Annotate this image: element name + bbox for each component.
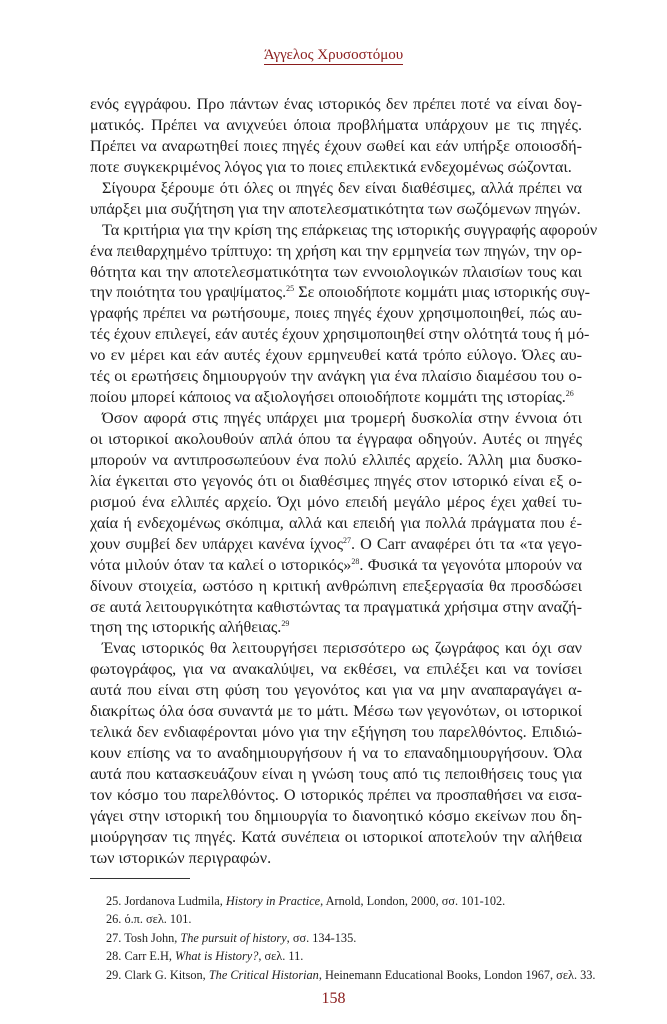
line-text: τον κόσμο του παρελθόντος. Ο ιστορικός πρέπει να προσπαθήσει να εισα- bbox=[90, 785, 582, 804]
text-line bbox=[90, 366, 582, 387]
text-line bbox=[90, 492, 582, 513]
text-line bbox=[90, 450, 582, 471]
text-line bbox=[90, 848, 582, 869]
footnote-title: History in Practice bbox=[225, 894, 321, 908]
line-text: Τα κριτήρια για την κρίση της επάρκειας της ιστορικής συγγραφής αφορούν bbox=[102, 220, 598, 239]
footnote bbox=[106, 947, 595, 965]
footnote-text: Tosh John, bbox=[121, 930, 181, 945]
text-line bbox=[90, 764, 582, 785]
text-line bbox=[90, 555, 582, 576]
line-text: χαία ή ενδεχομένως σκόπιμα, αλλά και επειδή για πολλά πράγματα που έ- bbox=[90, 513, 582, 532]
footnote bbox=[106, 892, 595, 910]
text-line bbox=[90, 387, 582, 408]
line-text: τές οι ερωτήσεις δημιουργούν την ανάγκη για ένα πλαίσιο διαμέσου του ο- bbox=[90, 367, 582, 386]
paragraph bbox=[90, 638, 582, 868]
footnote-text: , Arnold, London, 2000, σσ. 101-102. bbox=[320, 894, 506, 908]
line-text: νο εν μέρει και εάν αυτές έχουν ερμηνευθεί κατά τρόπο εύλογο. Όλες αυ- bbox=[90, 346, 582, 365]
line-text: αυτά που κατασκευάζουν είναι η γνώση τους από τις πεποιθήσεις τους για bbox=[90, 765, 582, 783]
footnote-ref: 26 bbox=[565, 389, 574, 399]
text-line bbox=[90, 282, 591, 303]
line-text: γραφής πρέπει να ρωτήσουμε, ποιες πηγές έχουν χρησιμοποιηθεί, πώς αυ- bbox=[90, 304, 582, 323]
footnote-text: Clark G. Kitson, bbox=[121, 967, 209, 982]
text-line bbox=[90, 115, 582, 136]
line-text: δίνουν στοιχεία, ωστόσο η κριτική ανθρώπινη επεξεργασία θα προσδώσει bbox=[90, 576, 582, 595]
line-text: υπάρξει μια συζήτηση για την αποτελεσματικότητα των σωζόμενων πηγών. bbox=[90, 199, 581, 218]
text-line bbox=[90, 617, 582, 638]
text-line bbox=[90, 345, 582, 366]
paragraph bbox=[90, 178, 582, 220]
footnote-text: Jordanova Ludmila, bbox=[121, 894, 226, 908]
footnote-number: 25. bbox=[106, 894, 122, 908]
footnote-text: ό.π. σελ. 101. bbox=[121, 912, 192, 927]
line-text: τές έχουν επιλεγεί, εάν αυτές έχουν χρησιμοποιηθεί στην ολότητά τους ή μό- bbox=[90, 325, 590, 344]
footnote bbox=[106, 929, 595, 947]
text-line bbox=[90, 220, 598, 241]
text-line bbox=[90, 680, 582, 701]
line-text: μιούργησαν τις πηγές. Κατά συνέπεια οι ιστορικοί αποτελούν την αλήθεια bbox=[90, 827, 582, 846]
line-text: λία έγκειται στο γεγονός ότι οι διαθέσιμες πηγές στον ιστορικό είναι εξ ο- bbox=[90, 471, 582, 490]
line-text: κουν επίσης να το αναδημιουργήσουν ή να το επαναδημιουργήσουν. Όλα bbox=[90, 744, 582, 763]
text-line bbox=[90, 136, 582, 157]
footnote-number: 29. bbox=[106, 967, 122, 982]
line-text: . Φυσικά τα γεγονότα μπορούν να bbox=[359, 555, 582, 574]
line-text: τηση της ιστορικής αλήθειας. bbox=[90, 618, 282, 637]
line-text: χουν συμβεί δεν υπάρχει κανένα ίχνος bbox=[90, 534, 344, 553]
footnotes bbox=[106, 892, 595, 984]
line-text: φωτογράφος, για να ανακαλύψει, να εκθέσει, να επιλέξει και να τονίσει bbox=[90, 660, 582, 679]
text-line bbox=[90, 241, 582, 262]
footnote-text: Carr E.H, bbox=[121, 949, 175, 964]
line-text: ένα πειθαρχημένο τρίπτυχο: τη χρήση και την ερμηνεία των πηγών, την ορ- bbox=[90, 241, 582, 260]
line-text: Πρέπει να αναρωτηθεί ποιες πηγές έχουν σωθεί και εάν υπήρξε οποιοσδή- bbox=[90, 136, 582, 155]
text-line bbox=[90, 534, 582, 555]
line-text: Ένας ιστορικός θα λειτουργήσει περισσότερο ως ζωγράφος και όχι σαν bbox=[102, 639, 582, 658]
line-text: ενός εγγράφου. Προ πάντων ένας ιστορικός δεν πρέπει ποτέ να είναι δογ- bbox=[90, 95, 582, 113]
line-text: θότητα και την αποτελεσματικότητα των εννοιολογικών πλαισίων τους και bbox=[90, 262, 582, 281]
line-text: διακρίτως όλα όσα συναντά με το μάτι. Μέσω των γεγονότων, οι ιστορικοί bbox=[90, 702, 582, 721]
text-line bbox=[90, 471, 582, 492]
text-line bbox=[90, 638, 582, 659]
paragraph bbox=[90, 220, 598, 408]
text-line bbox=[90, 806, 582, 827]
text-line bbox=[90, 178, 582, 199]
footnote-ref: 25 bbox=[286, 284, 295, 294]
line-text: ματικός. Πρέπει να ανιχνεύει όποια προβλήματα υπάρχουν με τις πηγές. bbox=[90, 115, 582, 134]
footnote bbox=[106, 910, 595, 928]
line-text: νότα μιλούν όταν τα καλεί ο ιστορικός» bbox=[90, 555, 352, 574]
line-text: την ποιότητα του γραψίματος. bbox=[90, 283, 287, 302]
text-line bbox=[90, 199, 582, 220]
footnote-ref: 27 bbox=[343, 535, 352, 545]
footnote-title: The Critical Historian bbox=[208, 967, 319, 982]
footnote bbox=[106, 966, 595, 984]
text-line bbox=[90, 743, 582, 764]
body-text bbox=[90, 94, 598, 869]
footnote-title: The pursuit of history bbox=[180, 930, 287, 945]
footnote-text: , σσ. 134-135. bbox=[286, 930, 357, 945]
line-text: Σε οποιοδήποτε κομμάτι μιας ιστορικής συγ- bbox=[294, 283, 591, 302]
text-line bbox=[90, 659, 582, 680]
paragraph bbox=[90, 408, 582, 638]
text-line bbox=[90, 157, 582, 178]
line-text: μπορούν να αντιπροσωπεύουν ένα πολύ ελλιπές αρχείο. Άλλη μια δυσκο- bbox=[90, 450, 582, 469]
line-text: σε αυτά λειτουργικότητα καθιστώντας τα πραγματικά χρήσιμα στην αναζή- bbox=[90, 597, 582, 616]
line-text: γάγει στην ιστορική του δημιουργία το διανοητικό κόσμο εκείνων που δη- bbox=[90, 806, 582, 825]
running-header bbox=[0, 46, 667, 64]
text-line bbox=[90, 324, 590, 345]
line-text: οι ιστορικοί ακολουθούν απλά όπου τα έγγραφα οδηγούν. Αυτές οι πηγές bbox=[90, 430, 582, 448]
line-text: ρισμού ένα ελλιπές αρχείο. Όχι μόνο επειδή μεγάλο μέρος έχει χαθεί τυ- bbox=[90, 492, 582, 511]
text-line bbox=[90, 701, 582, 722]
footnote-ref: 29 bbox=[281, 619, 290, 629]
footnote-text: , Heinemann Educational Books, London 1967, σελ. 33. bbox=[318, 967, 596, 982]
text-line bbox=[90, 576, 582, 597]
text-line bbox=[90, 785, 582, 806]
line-text: ποίου μπορεί κάποιος να αξιολογήσει οποιοδήποτε κομμάτι της ιστορίας. bbox=[90, 388, 566, 407]
footnote-ref: 28 bbox=[351, 556, 360, 566]
line-text: ποτε συγκεκριμένος λόγος για το ποιες επιλεκτικά ενδεχομένως σώζονται. bbox=[90, 157, 572, 176]
text-line bbox=[90, 94, 582, 115]
footnote-divider bbox=[90, 878, 190, 879]
text-line bbox=[90, 513, 582, 534]
text-line bbox=[90, 827, 582, 848]
footnote-title: What is History? bbox=[175, 949, 259, 964]
footnote-number: 27. bbox=[106, 930, 122, 945]
line-text: τελικά δεν ενδιαφέρονται μόνο για την εξήγηση του παρελθόντος. Επιδιώ- bbox=[90, 723, 582, 742]
text-line bbox=[90, 408, 582, 429]
running-title: Άγγελος Χρυσοστόμου bbox=[263, 47, 404, 63]
text-line bbox=[90, 722, 582, 743]
text-line bbox=[90, 429, 582, 450]
line-text: αυτά που είναι στη φύση του γεγονότος και για να μην αναπαραγάγει α- bbox=[90, 681, 582, 700]
text-line bbox=[90, 303, 582, 324]
line-text: . Ο Carr αναφέρει ότι τα «τα γεγο- bbox=[351, 534, 583, 553]
line-text: Όσον αφορά στις πηγές υπάρχει μια τρομερή δυσκολία στην έννοια ότι bbox=[102, 409, 582, 428]
footnote-number: 28. bbox=[106, 949, 122, 964]
line-text: των ιστορικών περιγραφών. bbox=[90, 848, 272, 867]
text-line bbox=[90, 262, 582, 283]
footnote-number: 26. bbox=[106, 912, 122, 927]
paragraph bbox=[90, 94, 582, 178]
text-line bbox=[90, 597, 582, 618]
page-number: 158 bbox=[321, 990, 346, 1007]
footnote-text: , σελ. 11. bbox=[258, 949, 304, 964]
line-text: Σίγουρα ξέρουμε ότι όλες οι πηγές δεν είναι διαθέσιμες, αλλά πρέπει να bbox=[102, 178, 582, 197]
